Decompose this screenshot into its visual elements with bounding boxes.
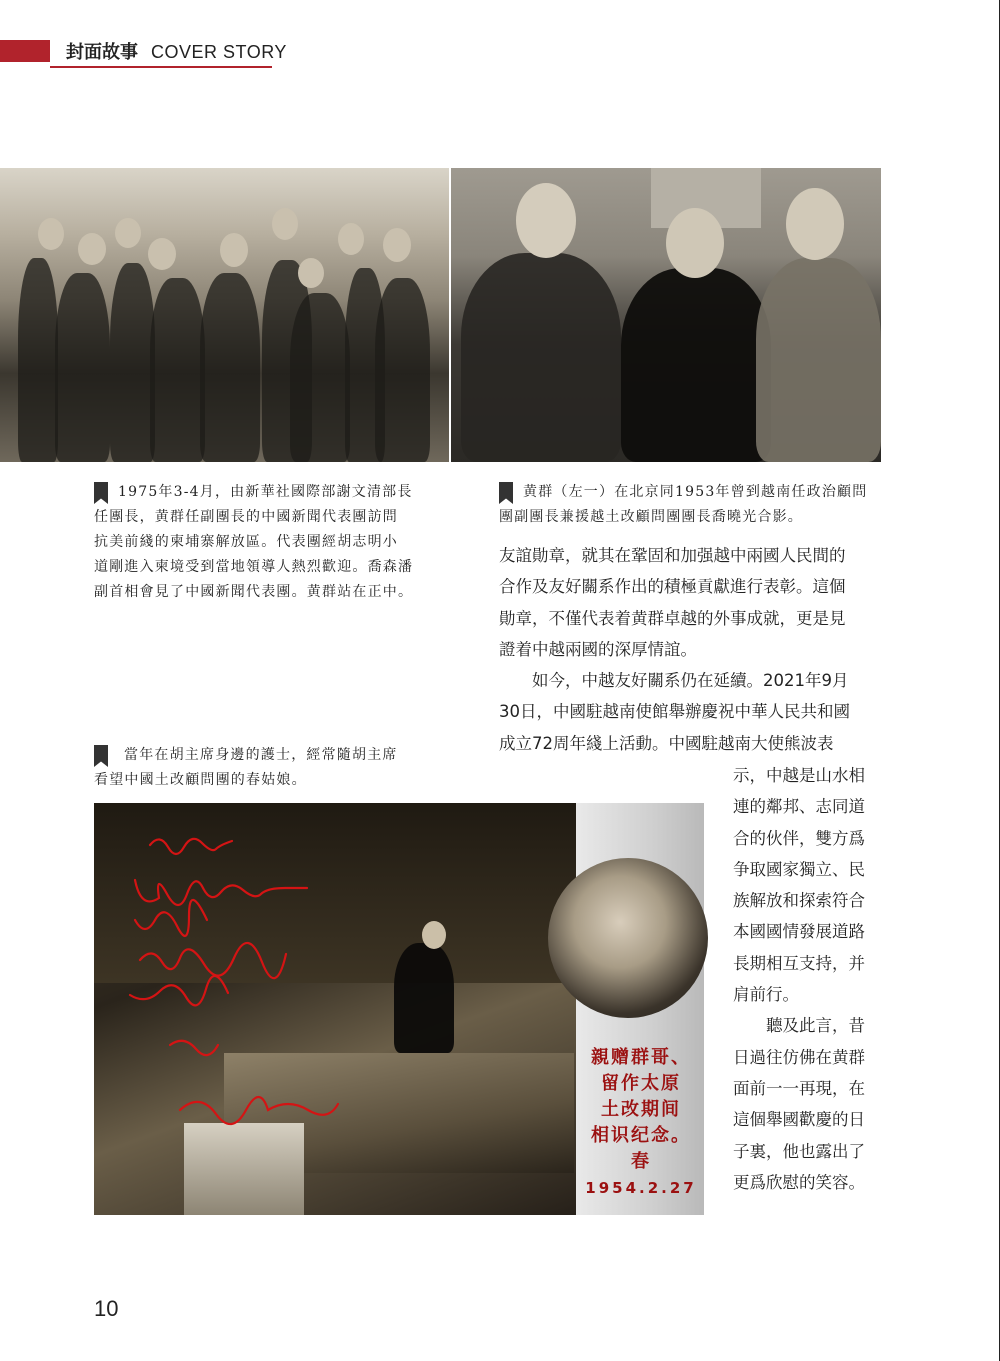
- photo-delegation-group: [0, 168, 449, 462]
- section-marker-bar: [0, 40, 50, 62]
- section-title-zh: 封面故事: [66, 42, 138, 62]
- page-number: 10: [94, 1296, 119, 1321]
- dedication-text: 親赠群哥、 留作太原 土改期间 相识纪念。 春 1954.2.27: [585, 1047, 697, 1197]
- caption-delegation: 1975年3-4月，由新華社國際部謝文清部長 任團長，黄群任副團長的中國新聞代表團訪問 抗美前綫的柬埔寨解放區。代表團經胡志明小 道剛進入柬境受到當地領導人熱烈歡迎。喬森潘 副首相會見了中國新聞代表團。黄群站在正中。: [94, 484, 414, 600]
- caption-nurse: 當年在胡主席身邊的護士，經常隨胡主席 看望中國土改顧問團的春姑娘。: [94, 747, 398, 788]
- body-text-wide: 友誼勛章，就其在鞏固和加强越中兩國人民間的 合作及友好關系作出的積極貢獻進行表彰。這個 勛章，不僅代表着黄群卓越的外事成就，更是見 證着中越兩國的深厚情誼。 如今，中越友好關系仍在延續。2021年9月 30日，中國駐越南使館舉辦慶祝中華人民共和國 成立72周年綫上活動。中國駐越南大使熊波表: [499, 546, 850, 753]
- portrait-chun: [548, 858, 708, 1018]
- header-rule: [50, 66, 272, 68]
- caption-beijing: 黄群（左一）在北京同1953年曾到越南任政治顧問 團副團長兼援越土改顧問團團長喬曉光合影。: [499, 484, 868, 525]
- photo-beijing-portrait: [451, 168, 881, 462]
- section-header: [66, 40, 287, 64]
- body-text-narrow: 示，中越是山水相 連的鄰邦、志同道 合的伙伴，雙方爲 争取國家獨立、民 族解放和探索符合 本國國情發展道路 長期相互支持，并 肩前行。 聽及此言，昔 日過往仿佛在黄群 面前一一再現，在 這個舉國歡慶的日 子裏，他也露出了 更爲欣慰的笑容。: [733, 766, 865, 1192]
- handwritten-inscription: [120, 820, 380, 1180]
- section-title-en: COVER STORY: [151, 42, 287, 62]
